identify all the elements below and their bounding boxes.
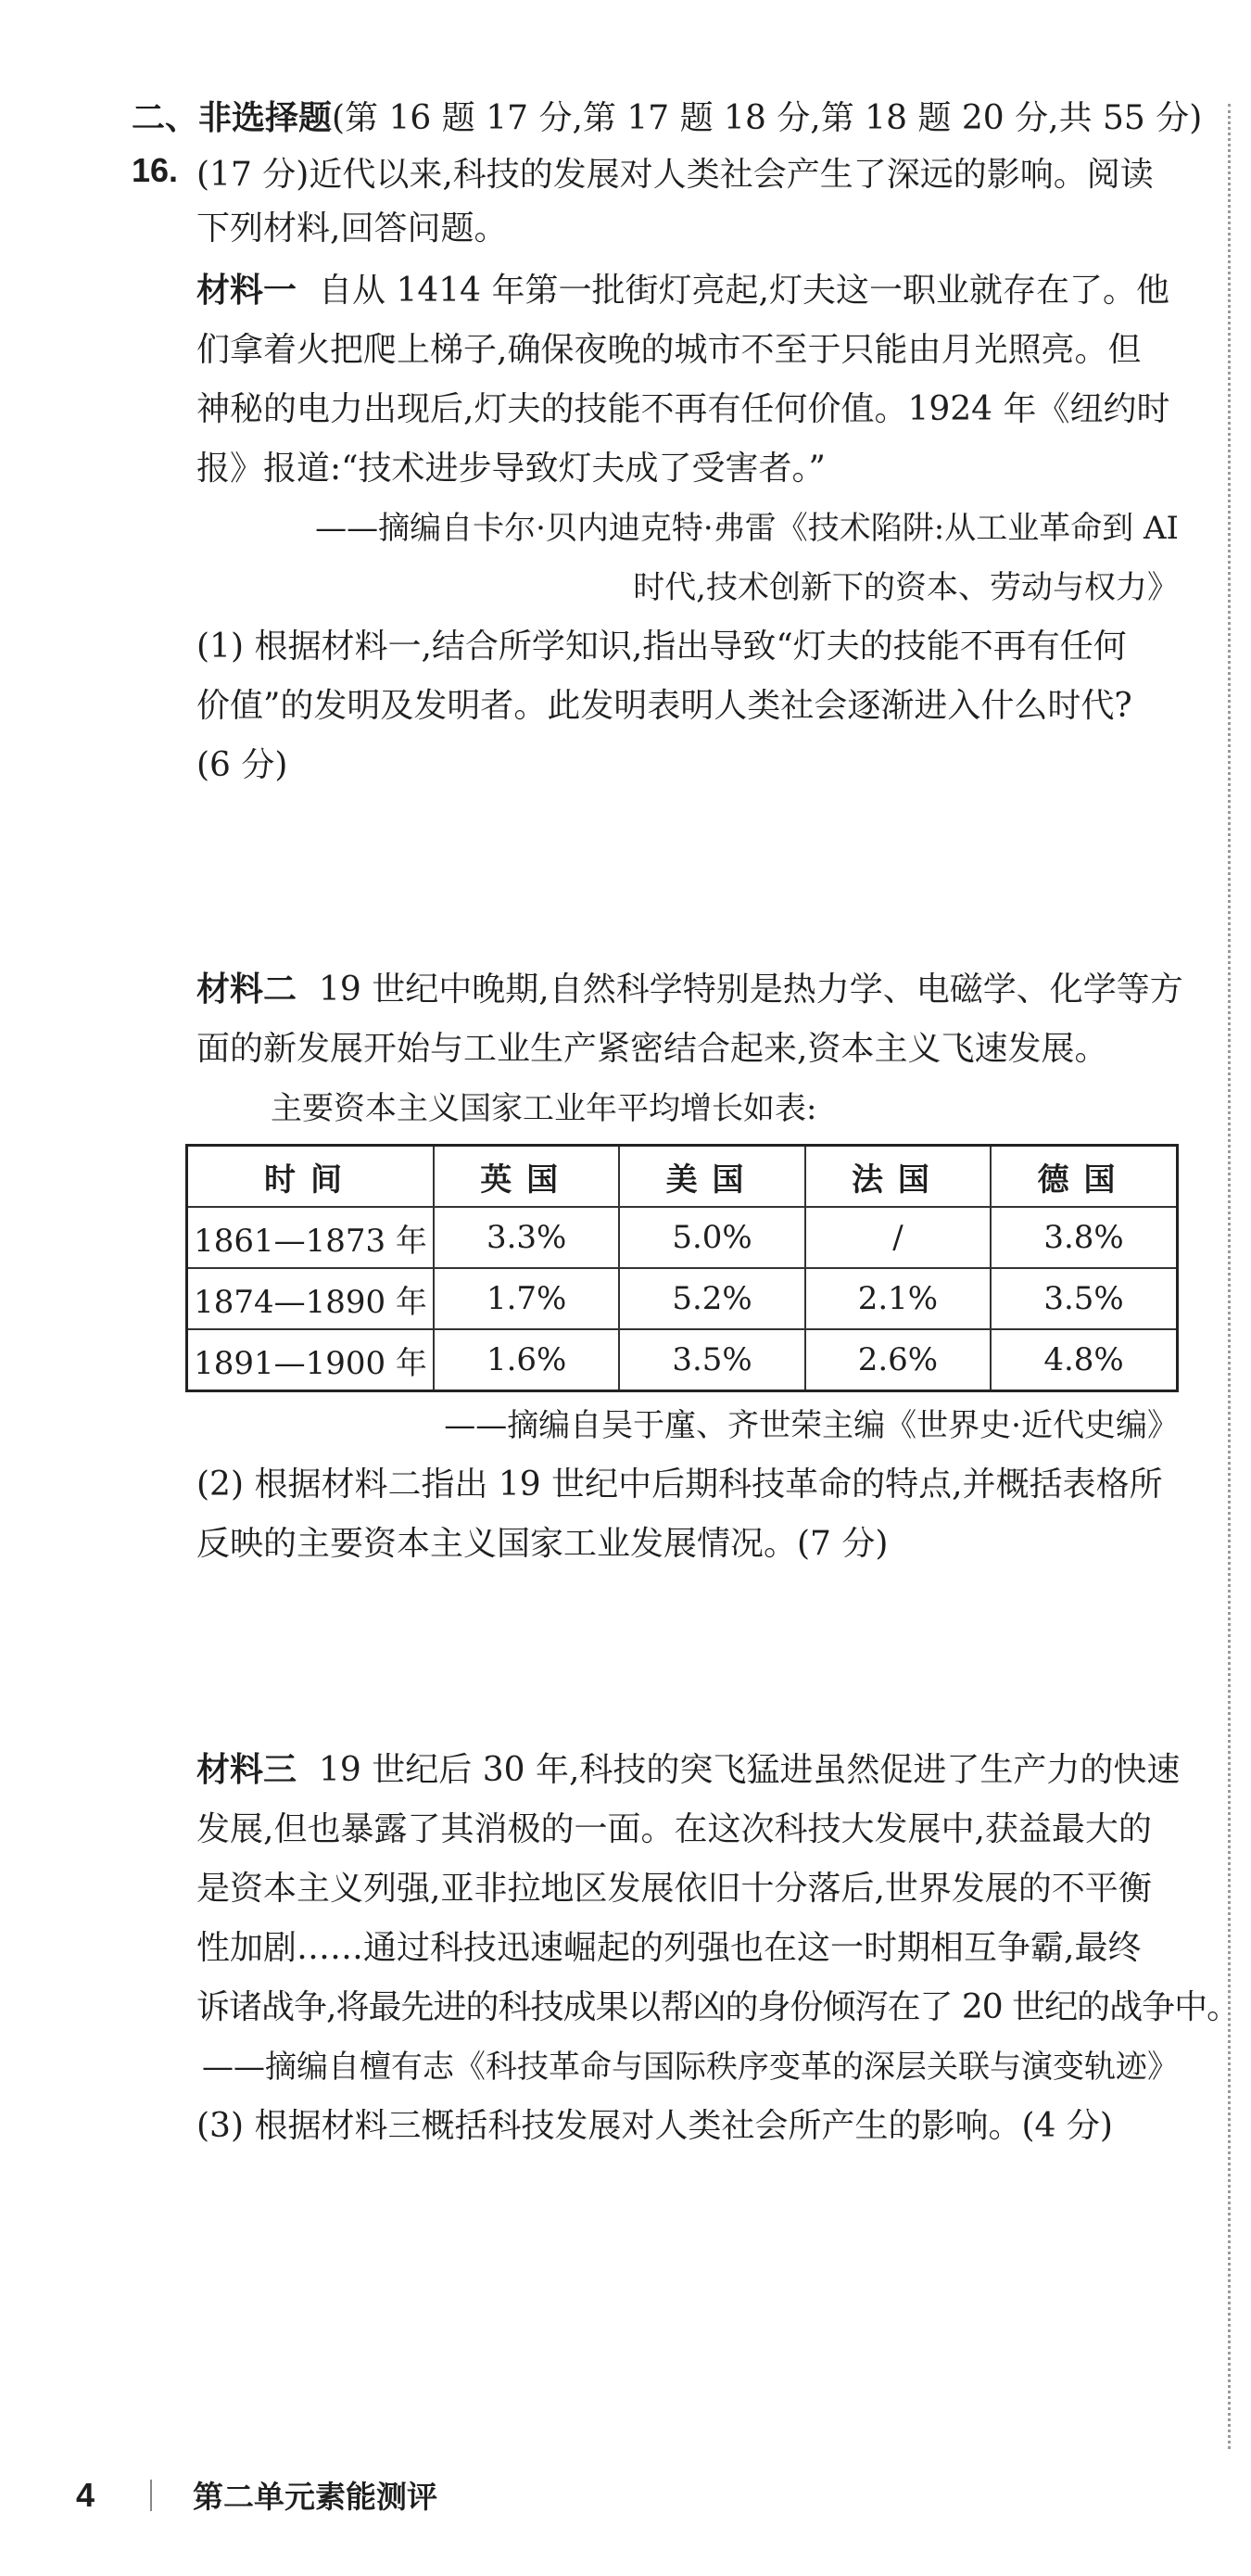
table-header: 美国 (619, 1146, 804, 1208)
table-cell: 4.8% (991, 1329, 1177, 1391)
material-text: 自从 1414 年第一批街灯亮起,灯夫这一职业就存在了。他 (319, 272, 1169, 310)
table-cell: 3.3% (434, 1207, 619, 1268)
sub-question-text: 反映的主要资本主义国家工业发展情况。(7 分) (196, 1525, 889, 1563)
table-header: 德国 (991, 1146, 1177, 1208)
material-label: 材料一 (196, 272, 297, 310)
material-text: 报》报道:“技术进步导致灯夫成了受害者。” (196, 450, 826, 488)
material-1 (132, 261, 1179, 499)
section-detail: (第 16 题 17 分,第 17 题 18 分,第 18 题 20 分,共 55 分) (332, 99, 1203, 137)
material-source: 时代,技术创新下的资本、劳动与权力》 (633, 569, 1179, 606)
section-header (132, 95, 1203, 143)
material-text: 们拿着火把爬上梯子,确保夜晚的城市不至于只能由月光照亮。但 (196, 331, 1142, 369)
question-16 (132, 148, 1179, 256)
table-row (187, 1268, 1178, 1329)
material-text: 神秘的电力出现后,灯夫的技能不再有任何价值。1924 年《纽约时 (196, 390, 1170, 428)
sub-question-3 (132, 2097, 1179, 2156)
material-source: ——摘编自檀有志《科技革命与国际秩序变革的深层关联与演变轨迹》 (202, 2049, 1179, 2086)
unit-title: 第二单元素能测评 (193, 2479, 438, 2515)
section-title: 二、非选择题 (132, 99, 333, 137)
page-footer (76, 2473, 437, 2517)
question-stem (196, 148, 1179, 256)
material-label: 材料三 (196, 1751, 297, 1789)
material-text: 发展,但也暴露了其消极的一面。在这次科技大发展中,获益最大的 (196, 1810, 1152, 1848)
table-header: 英国 (434, 1146, 619, 1208)
table-cell: 3.5% (619, 1329, 804, 1391)
sub-question-2 (132, 1455, 1179, 1574)
table-cell: 3.8% (991, 1207, 1177, 1268)
table-cell: 1891—1900 年 (187, 1329, 435, 1391)
material-source: ——摘编自卡尔·贝内迪克特·弗雷《技术陷阱:从工业革命到 AI (315, 510, 1179, 547)
sub-question-text: 价值”的发明及发明者。此发明表明人类社会逐渐进入什么时代? (196, 687, 1132, 725)
material-text: 诉诸战争,将最先进的科技成果以帮凶的身份倾泻在了 20 世纪的战争中。 (196, 1988, 1240, 2026)
sub-question-text: (2) 根据材料二指出 19 世纪中后期科技革命的特点,并概括表格所 (196, 1466, 1163, 1504)
table-cell: 5.2% (619, 1268, 804, 1329)
material-label: 材料二 (196, 971, 297, 1009)
table-cell: 1.7% (434, 1268, 619, 1329)
question-stem-line: (17 分)近代以来,科技的发展对人类社会产生了深远的影响。阅读 (196, 156, 1154, 194)
table-cell: 3.5% (991, 1268, 1177, 1329)
margin-dotted-line (1228, 104, 1231, 2449)
material-text: 是资本主义列强,亚非拉地区发展依旧十分落后,世界发展的不平衡 (196, 1870, 1152, 1908)
answer-space (132, 1574, 1179, 1741)
material-2 (132, 960, 1183, 1079)
question-stem-line: 下列材料,回答问题。 (196, 209, 508, 247)
table-caption: 主要资本主义国家工业年平均增长如表: (271, 1090, 817, 1127)
table-header: 时间 (187, 1146, 435, 1208)
material-3 (132, 1741, 1240, 2037)
sub-question-text: (3) 根据材料三概括科技发展对人类社会所产生的影响。(4 分) (196, 2107, 1113, 2145)
table-row (187, 1329, 1178, 1391)
table-header: 法国 (805, 1146, 991, 1208)
material-source: ——摘编自吴于廑、齐世荣主编《世界史·近代史编》 (444, 1407, 1179, 1444)
footer-divider (150, 2480, 152, 2511)
growth-table (185, 1144, 1179, 1392)
table-cell: 2.1% (805, 1268, 991, 1329)
table-header-row (187, 1146, 1178, 1208)
page-number: 4 (76, 2475, 95, 2514)
material-text: 面的新发展开始与工业生产紧密结合起来,资本主义飞速发展。 (196, 1030, 1108, 1068)
sub-question-1 (132, 617, 1179, 795)
material-text: 19 世纪后 30 年,科技的突飞猛进虽然促进了生产力的快速 (319, 1751, 1181, 1789)
table-cell: 1874—1890 年 (187, 1268, 435, 1329)
question-number: 16. (132, 151, 179, 189)
answer-space (132, 795, 1179, 960)
table-cell: 2.6% (805, 1329, 991, 1391)
table-cell: 1.6% (434, 1329, 619, 1391)
sub-question-text: (1) 根据材料一,结合所学知识,指出导致“灯夫的技能不再有任何 (196, 628, 1127, 666)
table-cell: / (805, 1207, 991, 1268)
table-row (187, 1207, 1178, 1268)
material-text: 19 世纪中晚期,自然科学特别是热力学、电磁学、化学等方 (319, 971, 1183, 1009)
table-cell: 5.0% (619, 1207, 804, 1268)
material-text: 性加剧……通过科技迅速崛起的列强也在这一时期相互争霸,最终 (196, 1929, 1142, 1967)
table-cell: 1861—1873 年 (187, 1207, 435, 1268)
sub-question-text: (6 分) (196, 746, 288, 784)
exam-page (132, 95, 1240, 2156)
